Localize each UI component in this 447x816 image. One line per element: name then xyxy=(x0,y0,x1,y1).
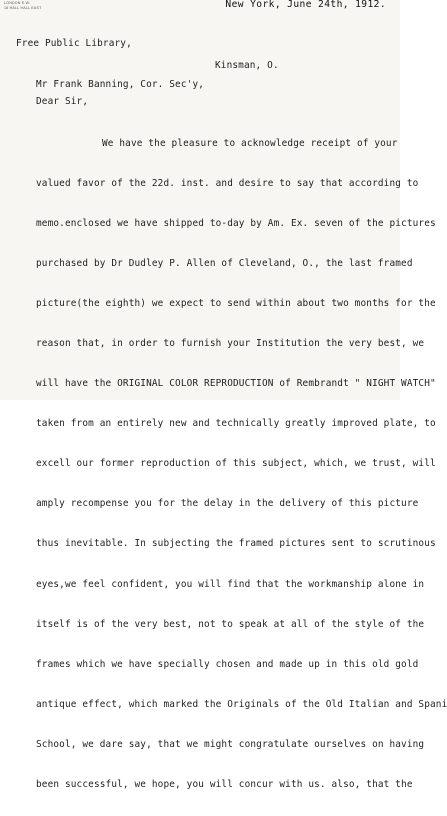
recipient-name: Free Public Library, xyxy=(16,38,132,49)
dateline: New York, June 24th, 1912. xyxy=(225,0,386,10)
body-line: purchased by Dr Dudley P. Allen of Cleveland, O., the last framed xyxy=(36,258,413,270)
body-line: been successful, we hope, you will concur with us. also, that the xyxy=(36,778,413,790)
body-line: We have the pleasure to acknowledge receipt of your xyxy=(102,138,398,149)
body-line: will have the ORIGINAL COLOR REPRODUCTION of Rembrandt " NIGHT WATCH" xyxy=(36,378,436,390)
recipient-city: Kinsman, O. xyxy=(215,60,279,71)
body-line: taken from an entirely new and technically greatly improved plate, to xyxy=(36,418,436,430)
body-line: School, we dare say, that we might congratulate ourselves on having xyxy=(36,738,425,750)
body-line: valued favor of the 22d. inst. and desire to say that according to xyxy=(36,178,419,190)
body-line: excell our former reproduction of this subject, which, we trust, will xyxy=(36,458,436,470)
body-line: itself is of the very best, not to speak at all of the style of the xyxy=(36,618,425,630)
body-line: reason that, in order to furnish your Institution the very best, we xyxy=(36,338,425,350)
salutation: Dear Sir, xyxy=(36,96,89,107)
recipient-attention: Mr Frank Banning, Cor. Sec'y, xyxy=(36,79,205,90)
body-line: eyes,we feel confident, you will find that the workmanship alone in xyxy=(36,578,425,590)
body-line: antique effect, which marked the Originals of the Old Italian and Spani xyxy=(36,698,447,710)
body-line: thus inevitable. In subjecting the framed pictures sent to scrutinous xyxy=(36,538,436,550)
letterhead-address-line-2: 16 HALL HALL EAST xyxy=(4,6,42,10)
body-line: picture(the eighth) we expect to send within about two months for the xyxy=(36,298,436,310)
body-line: amply recompense you for the delay in the delivery of this picture xyxy=(36,498,419,510)
letterhead-address xyxy=(4,1,42,11)
body-line: memo.enclosed we have shipped to-day by Am. Ex. seven of the pictures xyxy=(36,218,436,230)
body-line: frames which we have specially chosen and made up in this old gold xyxy=(36,658,419,670)
letterhead-address-line-1: LONDON E.W. xyxy=(4,1,31,5)
letter-body xyxy=(36,113,447,816)
